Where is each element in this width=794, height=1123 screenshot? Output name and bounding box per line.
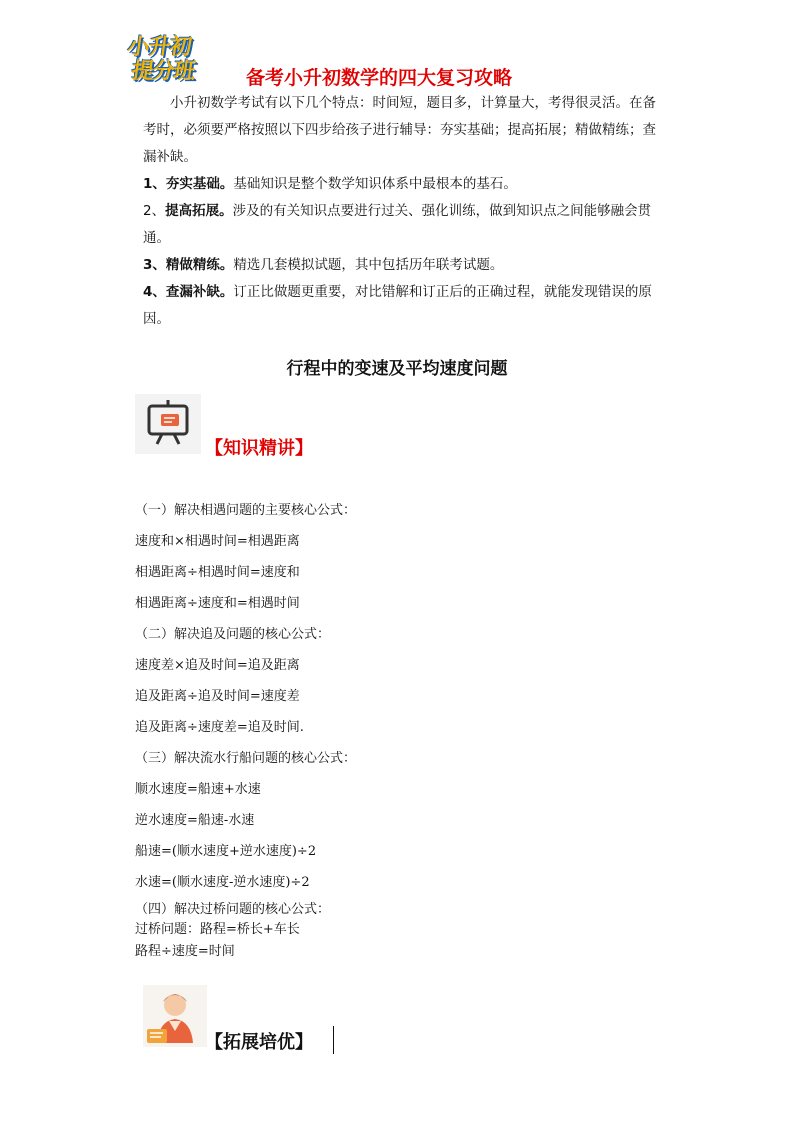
formula-line: 逆水速度=船速-水速 — [135, 813, 255, 828]
presentation-board-icon — [135, 394, 201, 454]
item-text: 精选几套模拟试题，其中包括历年联考试题。 — [233, 257, 504, 273]
item-bold: 夯实基础。 — [165, 176, 234, 192]
text-cursor — [333, 1026, 334, 1054]
formula-line: 顺水速度=船速+水速 — [135, 782, 261, 797]
section-title: 行程中的变速及平均速度问题 — [286, 359, 508, 379]
formula-line: 船速=(顺水速度+逆水速度)÷2 — [135, 844, 317, 859]
page-title: 备考小升初数学的四大复习攻略 — [246, 67, 513, 89]
list-item — [143, 279, 668, 333]
knowledge-heading: 【知识精讲】 — [205, 438, 313, 459]
formula-line: 水速=(顺水速度-逆水速度)÷2 — [135, 875, 310, 890]
formula-line: （一）解决相遇问题的主要核心公式： — [135, 503, 357, 518]
brand-logo — [125, 30, 212, 84]
formula-line: 过桥问题：路程=桥长+车长 — [135, 922, 300, 937]
formula-line: 路程÷速度=时间 — [135, 944, 235, 959]
extend-heading: 【拓展培优】 — [205, 1032, 313, 1053]
formula-line: （二）解决追及问题的核心公式： — [135, 627, 331, 642]
item-number: 1、 — [143, 176, 166, 192]
item-number: 4、 — [143, 284, 166, 300]
formula-line: 速度差×追及时间=追及距离 — [135, 658, 300, 673]
item-text: 涉及的有关知识点要进行过关、强化训练，做到知识点之间能够融会贯通。 — [143, 203, 652, 246]
formula-line: 追及距离÷追及时间=速度差 — [135, 689, 300, 704]
teacher-avatar-icon — [143, 985, 207, 1047]
list-item — [143, 171, 668, 198]
formula-line: （四）解决过桥问题的核心公式： — [135, 902, 331, 917]
logo-line-1: 小升初 — [125, 35, 193, 60]
formula-line: 相遇距离÷相遇时间=速度和 — [135, 565, 300, 580]
formula-line: 速度和×相遇时间=相遇距离 — [135, 534, 300, 549]
logo-line-2: 提分班 — [129, 59, 197, 84]
item-bold: 精做精练。 — [165, 257, 234, 273]
item-text: 订正比做题更重要，对比错解和订正后的正确过程，就能发现错误的原因。 — [143, 284, 652, 327]
intro-paragraph: 小升初数学考试有以下几个特点：时间短，题目多，计算量大，考得很灵活。在备考时，必须要严格按照以下四步给孩子进行辅导：夯实基础；提高拓展；精做精练；查漏补缺。 — [143, 95, 656, 165]
item-number: 2、 — [143, 203, 166, 219]
formula-line: 相遇距离÷速度和=相遇时间 — [135, 596, 300, 611]
list-item — [143, 198, 668, 252]
item-number: 3、 — [143, 257, 166, 273]
formula-line: 追及距离÷速度差=追及时间. — [135, 720, 304, 735]
formula-line: （三）解决流水行船问题的核心公式： — [135, 751, 357, 766]
item-bold: 提高拓展。 — [165, 203, 233, 219]
list-item — [143, 252, 668, 279]
item-text: 基础知识是整个数学知识体系中最根本的基石。 — [233, 176, 517, 192]
item-bold: 查漏补缺。 — [165, 284, 234, 300]
